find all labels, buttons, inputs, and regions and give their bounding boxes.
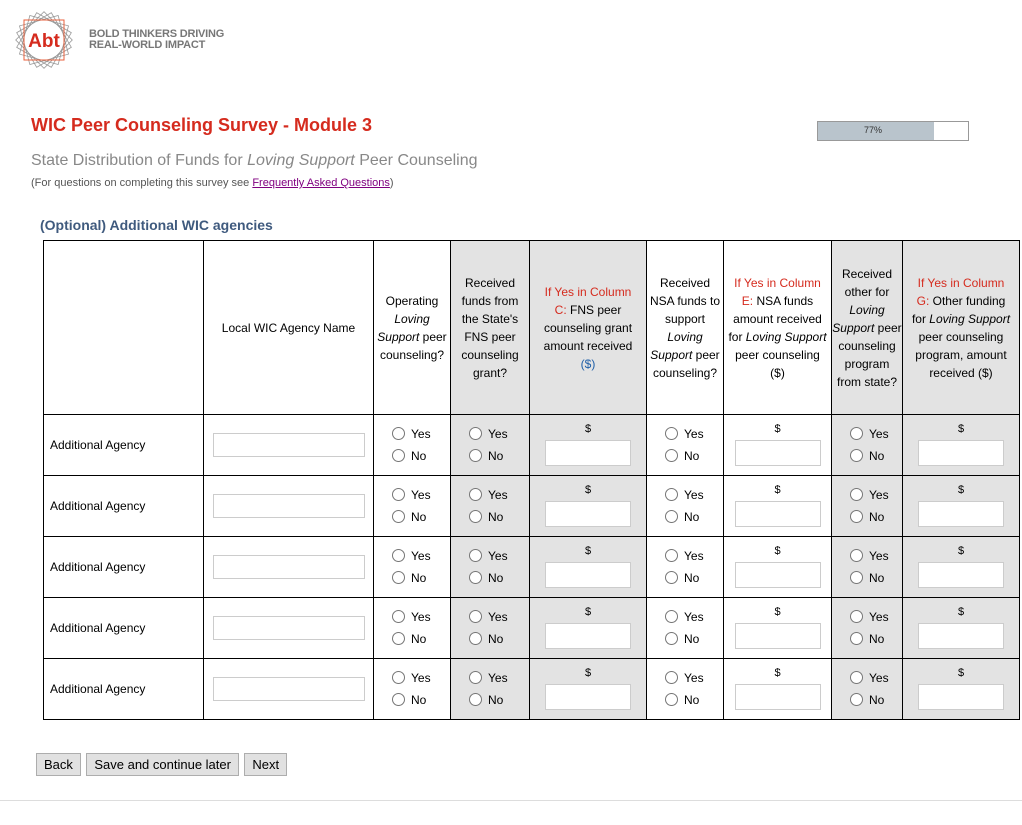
agency-name-input[interactable] bbox=[213, 677, 365, 701]
dollar-sign: $ bbox=[774, 423, 781, 435]
yes-radio[interactable]: Yes bbox=[832, 484, 902, 506]
other-radio-group bbox=[832, 415, 903, 476]
yes-radio[interactable]: Yes bbox=[451, 423, 529, 445]
other-radio-group bbox=[832, 659, 903, 720]
fns-radio-group bbox=[451, 537, 530, 598]
table-row bbox=[44, 659, 1020, 720]
amount-input[interactable] bbox=[545, 562, 631, 588]
no-radio[interactable]: No bbox=[451, 689, 529, 711]
amount-input[interactable] bbox=[918, 501, 1004, 527]
no-radio[interactable]: No bbox=[832, 445, 902, 467]
header-c: If Yes in Column C: FNS peer counseling grant amount received ($) bbox=[530, 241, 647, 415]
header-b: Received funds from the State's FNS peer counseling grant? bbox=[451, 241, 530, 415]
dollar-sign: $ bbox=[957, 545, 965, 557]
operating-radio-group bbox=[374, 659, 451, 720]
nsa-radio-group bbox=[647, 659, 724, 720]
fns-radio-group bbox=[451, 598, 530, 659]
no-radio[interactable]: No bbox=[832, 689, 902, 711]
yes-radio[interactable]: Yes bbox=[374, 545, 450, 567]
other-amount bbox=[903, 598, 1020, 659]
table-row bbox=[44, 415, 1020, 476]
dollar-sign: $ bbox=[957, 484, 965, 496]
yes-radio[interactable]: Yes bbox=[374, 423, 450, 445]
amount-input[interactable] bbox=[545, 684, 631, 710]
other-amount bbox=[903, 659, 1020, 720]
yes-radio[interactable]: Yes bbox=[832, 667, 902, 689]
no-radio[interactable]: No bbox=[832, 506, 902, 528]
header-g: If Yes in Column G: Other funding for Loving Support peer counseling program, amount received ($) bbox=[903, 241, 1020, 415]
dollar-sign: $ bbox=[584, 667, 592, 679]
yes-radio[interactable]: Yes bbox=[647, 423, 723, 445]
no-radio[interactable]: No bbox=[647, 567, 723, 589]
dollar-sign: $ bbox=[957, 606, 965, 618]
header-e: If Yes in Column E: NSA funds amount received for Loving Support peer counseling ($) bbox=[724, 241, 832, 415]
amount-input[interactable] bbox=[735, 440, 821, 466]
dollar-sign: $ bbox=[584, 545, 592, 557]
faq-link[interactable]: Frequently Asked Questions bbox=[252, 177, 390, 189]
no-radio[interactable]: No bbox=[374, 567, 450, 589]
fns-amount bbox=[530, 476, 647, 537]
agency-label: Additional Agency bbox=[44, 476, 204, 537]
agency-table bbox=[43, 240, 1020, 720]
no-radio[interactable]: No bbox=[832, 567, 902, 589]
yes-radio[interactable]: Yes bbox=[647, 667, 723, 689]
no-radio[interactable]: No bbox=[647, 689, 723, 711]
back-button[interactable]: Back bbox=[36, 753, 81, 776]
nsa-amount bbox=[724, 659, 832, 720]
no-radio[interactable]: No bbox=[374, 445, 450, 467]
fns-amount bbox=[530, 415, 647, 476]
other-amount bbox=[903, 537, 1020, 598]
dollar-sign: $ bbox=[584, 484, 592, 496]
faq-note: (For questions on completing this survey see Frequently Asked Questions) bbox=[31, 177, 394, 189]
operating-radio-group bbox=[374, 476, 451, 537]
next-button[interactable]: Next bbox=[244, 753, 287, 776]
yes-radio[interactable]: Yes bbox=[451, 545, 529, 567]
no-radio[interactable]: No bbox=[451, 567, 529, 589]
amount-input[interactable] bbox=[735, 623, 821, 649]
nsa-amount bbox=[724, 415, 832, 476]
yes-radio[interactable]: Yes bbox=[451, 606, 529, 628]
yes-radio[interactable]: Yes bbox=[374, 606, 450, 628]
fns-radio-group bbox=[451, 476, 530, 537]
dollar-sign: $ bbox=[774, 484, 781, 496]
other-amount bbox=[903, 476, 1020, 537]
no-radio[interactable]: No bbox=[451, 628, 529, 650]
page-subtitle: State Distribution of Funds for Loving Support Peer Counseling bbox=[31, 152, 478, 169]
nav-buttons bbox=[36, 753, 288, 776]
yes-radio[interactable]: Yes bbox=[451, 484, 529, 506]
fns-radio-group bbox=[451, 659, 530, 720]
no-radio[interactable]: No bbox=[374, 506, 450, 528]
table-row bbox=[44, 598, 1020, 659]
fns-amount bbox=[530, 659, 647, 720]
agency-name-input[interactable] bbox=[213, 555, 365, 579]
table-row bbox=[44, 537, 1020, 598]
yes-radio[interactable]: Yes bbox=[374, 484, 450, 506]
fns-amount bbox=[530, 537, 647, 598]
header-name: Local WIC Agency Name bbox=[204, 241, 374, 415]
dollar-sign: $ bbox=[774, 545, 781, 557]
nsa-radio-group bbox=[647, 415, 724, 476]
amount-input[interactable] bbox=[735, 501, 821, 527]
page-title: WIC Peer Counseling Survey - Module 3 bbox=[31, 115, 373, 135]
dollar-sign: $ bbox=[584, 606, 592, 618]
nsa-radio-group bbox=[647, 598, 724, 659]
no-radio[interactable]: No bbox=[647, 628, 723, 650]
footer-divider bbox=[0, 800, 1022, 801]
amount-input[interactable] bbox=[735, 562, 821, 588]
amount-input[interactable] bbox=[735, 684, 821, 710]
operating-radio-group bbox=[374, 415, 451, 476]
agency-label: Additional Agency bbox=[44, 659, 204, 720]
no-radio[interactable]: No bbox=[451, 445, 529, 467]
amount-input[interactable] bbox=[918, 562, 1004, 588]
svg-text:Abt: Abt bbox=[28, 31, 60, 52]
amount-input[interactable] bbox=[918, 684, 1004, 710]
agency-name-input[interactable] bbox=[213, 433, 365, 457]
yes-radio[interactable]: Yes bbox=[832, 606, 902, 628]
no-radio[interactable]: No bbox=[374, 628, 450, 650]
header-d: Received NSA funds to support Loving Support peer counseling? bbox=[647, 241, 724, 415]
operating-radio-group bbox=[374, 537, 451, 598]
amount-input[interactable] bbox=[545, 501, 631, 527]
no-radio[interactable]: No bbox=[451, 506, 529, 528]
other-radio-group bbox=[832, 476, 903, 537]
agency-label: Additional Agency bbox=[44, 598, 204, 659]
other-radio-group bbox=[832, 537, 903, 598]
no-radio[interactable]: No bbox=[374, 689, 450, 711]
agency-name-input[interactable] bbox=[213, 494, 365, 518]
yes-radio[interactable]: Yes bbox=[647, 484, 723, 506]
header-a: Operating Loving Support peer counseling? bbox=[374, 241, 451, 415]
dollar-sign: $ bbox=[774, 667, 781, 679]
dollar-sign: $ bbox=[774, 606, 781, 618]
nsa-amount bbox=[724, 476, 832, 537]
nsa-radio-group bbox=[647, 476, 724, 537]
other-amount bbox=[903, 415, 1020, 476]
amount-input[interactable] bbox=[545, 623, 631, 649]
dollar-sign: $ bbox=[584, 423, 592, 435]
operating-radio-group bbox=[374, 598, 451, 659]
no-radio[interactable]: No bbox=[647, 445, 723, 467]
no-radio[interactable]: No bbox=[647, 506, 723, 528]
table-row bbox=[44, 476, 1020, 537]
yes-radio[interactable]: Yes bbox=[832, 423, 902, 445]
fns-radio-group bbox=[451, 415, 530, 476]
yes-radio[interactable]: Yes bbox=[647, 545, 723, 567]
fns-amount bbox=[530, 598, 647, 659]
abt-logo bbox=[12, 8, 76, 72]
yes-radio[interactable]: Yes bbox=[832, 545, 902, 567]
amount-input[interactable] bbox=[918, 623, 1004, 649]
agency-label: Additional Agency bbox=[44, 415, 204, 476]
save-continue-later-button[interactable]: Save and continue later bbox=[86, 753, 239, 776]
other-radio-group bbox=[832, 598, 903, 659]
yes-radio[interactable]: Yes bbox=[451, 667, 529, 689]
progress-bar: 77% bbox=[817, 121, 969, 141]
agency-name-input[interactable] bbox=[213, 616, 365, 640]
yes-radio[interactable]: Yes bbox=[647, 606, 723, 628]
header-f: Received other for Loving Support peer counseling program from state? bbox=[832, 241, 903, 415]
amount-input[interactable] bbox=[918, 440, 1004, 466]
agency-label: Additional Agency bbox=[44, 537, 204, 598]
nsa-amount bbox=[724, 537, 832, 598]
nsa-amount bbox=[724, 598, 832, 659]
amount-input[interactable] bbox=[545, 440, 631, 466]
nsa-radio-group bbox=[647, 537, 724, 598]
no-radio[interactable]: No bbox=[832, 628, 902, 650]
section-heading: (Optional) Additional WIC agencies bbox=[40, 217, 273, 233]
logo-tagline: BOLD THINKERS DRIVING REAL-WORLD IMPACT bbox=[89, 28, 225, 51]
dollar-sign: $ bbox=[957, 423, 965, 435]
yes-radio[interactable]: Yes bbox=[374, 667, 450, 689]
dollar-sign: $ bbox=[957, 667, 965, 679]
